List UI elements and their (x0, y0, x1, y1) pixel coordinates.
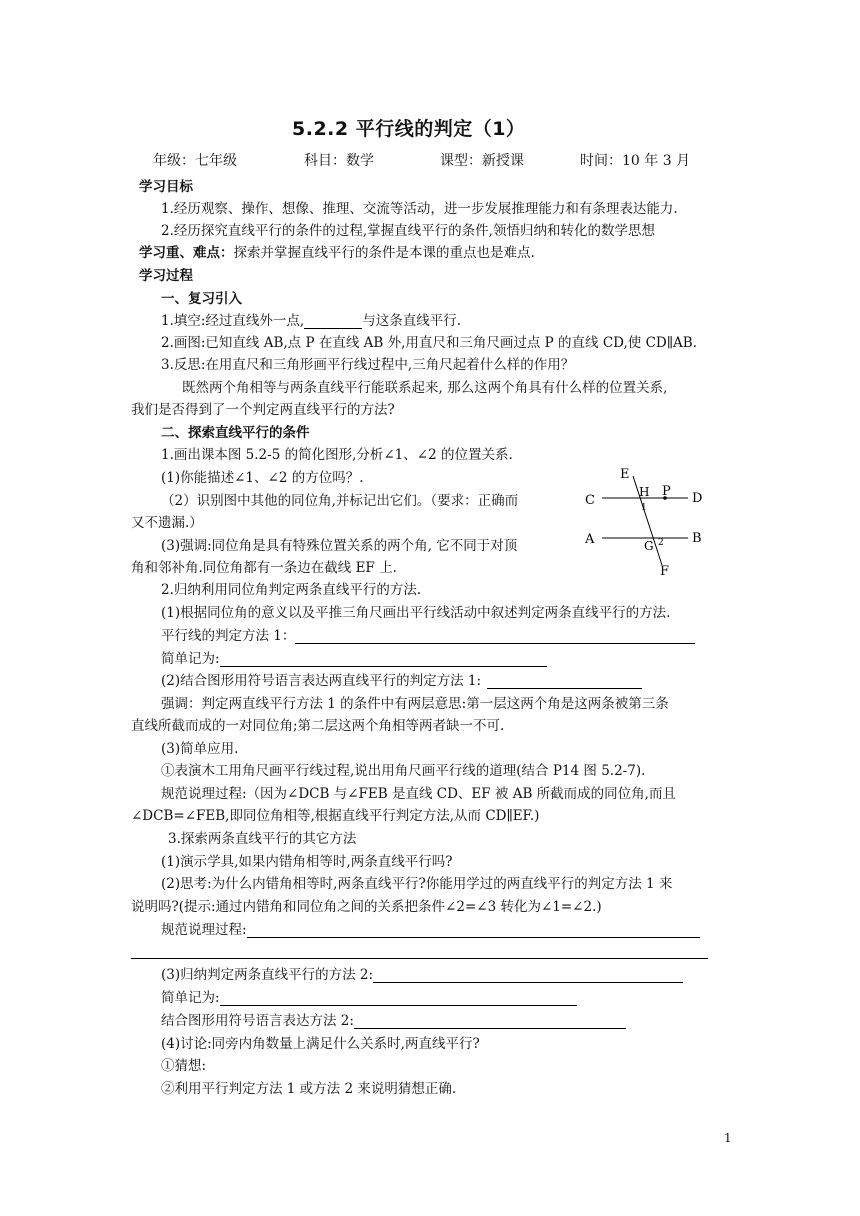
label-g: G (644, 539, 654, 553)
process-heading: 学习过程 (139, 268, 193, 284)
review-q1: 1.填空:经过直线外一点, 与这条直线平行. (161, 313, 462, 329)
page-number: 1 (724, 1131, 732, 1145)
section2-heading: 二、探索直线平行的条件 (161, 425, 310, 441)
method2-symbol-blank[interactable] (354, 1014, 626, 1029)
label-angle-2: 2 (658, 538, 664, 548)
application-1: ①表演木工用角尺画平行线过程,说出用角尺画平行线的道理(结合 P14 图 5.2-7). (161, 763, 646, 779)
fill-blank[interactable] (304, 314, 362, 329)
explore-s1c-line2: 角和邻补角.同位角都有一条边在截线 EF 上. (131, 560, 397, 576)
reasoning-line1: 规范说理过程:（因为∠DCB 与∠FEB 是直线 CD、EF 被 AB 所截而成的同位角,而且 (161, 786, 676, 802)
goal-1: 1.经历观察、操作、想像、推理、交流等活动，进一步发展推理能力和有条理表达能力. (161, 201, 678, 217)
meta-time: 时间：10 年 3 月 (580, 153, 691, 169)
method1-blank[interactable] (295, 629, 695, 644)
meta-subject: 科目：数学 (304, 153, 374, 169)
explore-s1a: (1)你能描述∠1、∠2 的方位吗？. (161, 470, 364, 486)
method1-short-line: 简单记为: (161, 651, 547, 667)
explore-s3a: (1)演示学具,如果内错角相等时,两条直线平行吗? (161, 854, 453, 870)
parallel-lines-figure (580, 460, 720, 580)
method2-blank[interactable] (373, 968, 683, 983)
discussion-s4: (4)讨论:同旁内角数量上满足什么关系时,两直线平行? (161, 1036, 480, 1052)
goals-heading: 学习目标 (139, 179, 193, 195)
label-angle-1: 1 (641, 503, 647, 513)
label-e: E (620, 467, 630, 482)
explore-s2: 2.归纳利用同位角判定两条直线平行的方法. (161, 582, 422, 598)
page-title: 5.2.2 平行线的判定（1） (292, 118, 526, 140)
label-c: C (585, 493, 595, 508)
meta-lesson-type: 课型：新授课 (440, 153, 524, 169)
goal-2: 2.经历探究直线平行的条件的过程,掌握直线平行的条件,领悟归纳和转化的数学思想 (161, 223, 655, 239)
section1-heading: 一、复习引入 (161, 291, 242, 307)
review-q2: 2.画图:已知直线 AB,点 P 在直线 AB 外,用直尺和三角尺画过点 P 的直线 CD,使 CD∥AB. (161, 335, 697, 351)
simple-application: (3)简单应用. (161, 741, 239, 757)
explore-s3b-line2: 说明吗?(提示:通过内错角和同位角之间的关系把条件∠2=∠3 转化为∠1=∠2.) (131, 899, 602, 915)
reasoning-line2: ∠DCB=∠FEB,即同位角相等,根据直线平行判定方法,从而 CD∥EF.) (131, 808, 540, 824)
label-b: B (692, 531, 702, 546)
explore-s1c-line1: (3)强调:同位角是具有特殊位置关系的两个角, 它不同于对顶 (161, 538, 518, 554)
method1-symbol-line: (2)结合图形用符号语言表达两直线平行的判定方法 1: (161, 673, 642, 689)
method1-symbol-blank[interactable] (487, 674, 642, 689)
guess-line: ①猜想: (161, 1058, 207, 1074)
explore-s3b-line1: (2)思考:为什么内错角相等时,两条直线平行?你能用学过的两直线平行的判定方法 1 来 (161, 876, 673, 892)
explore-s1b-line2: 又不遗漏.） (131, 515, 203, 531)
method1-line: 平行线的判定方法 1： (161, 628, 695, 644)
emphasis-line1: 强调：判定两直线平行方法 1 的条件中有两层意思:第一层这两个角是这两条被第三条 (161, 696, 669, 712)
label-a: A (585, 532, 595, 547)
answer-line[interactable] (131, 958, 708, 959)
method2-short-blank[interactable] (220, 991, 577, 1006)
label-f: F (660, 564, 670, 579)
label-h: H (639, 485, 650, 499)
key-points (139, 245, 535, 261)
method2-symbol-line: 结合图形用符号语言表达方法 2: (161, 1013, 626, 1029)
method1-short-blank[interactable] (220, 652, 547, 667)
label-p: P (662, 484, 671, 499)
emphasis-line2: 直线所截而成的一对同位角;第二层这两个角相等两者缺一不可. (131, 718, 505, 734)
reason-process-line: 规范说理过程: (161, 922, 700, 938)
review-para-line2: 我们是否得到了一个判定两直线平行的方法? (131, 402, 395, 418)
key-points-text: 探索并掌握直线平行的条件是本课的重点也是难点. (233, 245, 535, 261)
prove-line: ②利用平行判定方法 1 或方法 2 来说明猜想正确. (161, 1081, 457, 1097)
key-points-label: 学习重、难点： (139, 245, 234, 261)
explore-s1: 1.画出课本图 5.2-5 的简化图形,分析∠1、∠2 的位置关系. (161, 447, 513, 463)
label-d: D (692, 491, 703, 506)
method2-short-line: 简单记为: (161, 990, 577, 1006)
review-para-line1: 既然两个角相等与两条直线平行能联系起来, 那么这两个角具有什么样的位置关系, (182, 380, 668, 396)
review-q3: 3.反思:在用直尺和三角形画平行线过程中,三角尺起着什么样的作用？ (161, 357, 575, 373)
reason-process-blank[interactable] (247, 923, 700, 938)
explore-s2a: (1)根据同位角的意义以及平推三角尺画出平行线活动中叙述判定两条直线平行的方法. (161, 605, 671, 621)
explore-s1b-line1: （2）识别图中其他的同位角,并标记出它们。（要求：正确而 (161, 493, 519, 509)
explore-s3: 3.探索两条直线平行的其它方法 (168, 831, 357, 847)
meta-grade: 年级：七年级 (153, 153, 237, 169)
method2-line: (3)归纳判定两条直线平行的方法 2: (161, 967, 683, 983)
